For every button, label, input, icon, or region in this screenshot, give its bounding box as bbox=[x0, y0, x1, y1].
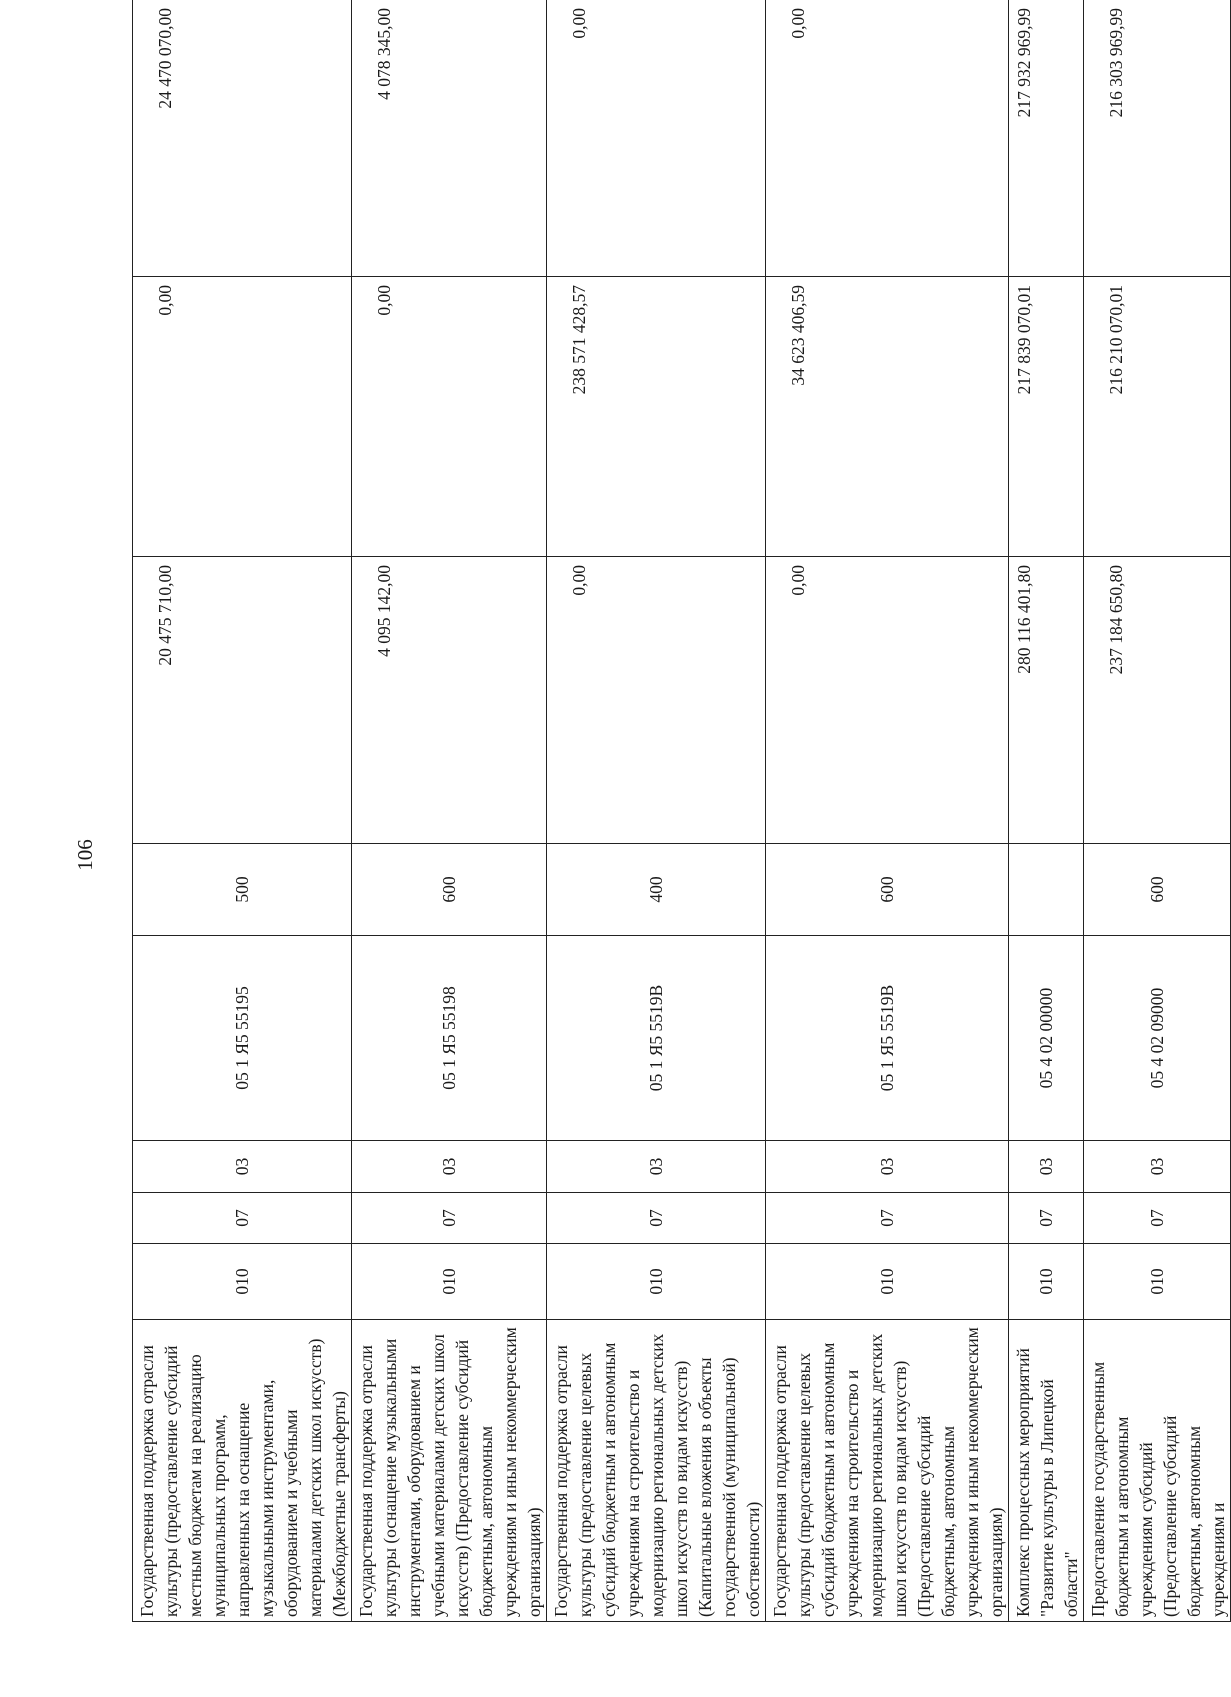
row-name: Государственная поддержка отрасли культуры (предоставление субсидий местным бюджетам на реализацию муниципальных программ, направленных на оснащение музыкальными инструментами, оборудованием и учебными материалами детских школ искусств) (Межбюджетные трансферты) bbox=[133, 1320, 352, 1622]
row-name: Государственная поддержка отрасли культуры (оснащение музыкальными инструментами, оборудованием и учебными материалами детских школ искусств) (Предоставление субсидий бюджетным, автономным учреждениям и иным некоммерческим организациям) bbox=[352, 1320, 547, 1622]
sum-year-3: 0,00 bbox=[547, 0, 766, 277]
subsection-code: 03 bbox=[547, 1141, 766, 1193]
sum-year-1: 0,00 bbox=[547, 557, 766, 844]
expense-type: 600 bbox=[766, 844, 1009, 936]
table-row bbox=[352, 0, 547, 1622]
admin-code: 010 bbox=[352, 1244, 547, 1320]
sum-year-1: 0,00 bbox=[766, 557, 1009, 844]
expense-type: 400 bbox=[547, 844, 766, 936]
sum-year-1: 4 095 142,00 bbox=[352, 557, 547, 844]
admin-code: 010 bbox=[1084, 1244, 1231, 1320]
table-row bbox=[1009, 0, 1084, 1622]
sum-year-2: 34 623 406,59 bbox=[766, 277, 1009, 557]
subsection-code: 03 bbox=[1084, 1141, 1231, 1193]
sum-year-1: 20 475 710,00 bbox=[133, 557, 352, 844]
admin-code: 010 bbox=[1009, 1244, 1084, 1320]
section-code: 07 bbox=[547, 1193, 766, 1244]
sum-year-2: 216 210 070,01 bbox=[1084, 277, 1231, 557]
sum-year-3: 217 932 969,99 bbox=[1009, 0, 1084, 277]
subsection-code: 03 bbox=[766, 1141, 1009, 1193]
sum-year-3: 0,00 bbox=[766, 0, 1009, 277]
admin-code: 010 bbox=[133, 1244, 352, 1320]
row-name: Комплекс процессных мероприятий "Развитие культуры в Липецкой области" bbox=[1009, 1320, 1084, 1622]
table-row bbox=[766, 0, 1009, 1622]
sum-year-3: 216 303 969,99 bbox=[1084, 0, 1231, 277]
sum-year-2: 238 571 428,57 bbox=[547, 277, 766, 557]
page-number: 106 bbox=[73, 839, 97, 871]
sum-year-1: 280 116 401,80 bbox=[1009, 557, 1084, 844]
section-code: 07 bbox=[133, 1193, 352, 1244]
sum-year-3: 4 078 345,00 bbox=[352, 0, 547, 277]
target-article: 05 1 Я5 5519В bbox=[766, 936, 1009, 1141]
expense-type bbox=[1009, 844, 1084, 936]
subsection-code: 03 bbox=[352, 1141, 547, 1193]
table-row bbox=[133, 0, 352, 1622]
subsection-code: 03 bbox=[133, 1141, 352, 1193]
expense-type: 600 bbox=[1084, 844, 1231, 936]
admin-code: 010 bbox=[547, 1244, 766, 1320]
admin-code: 010 bbox=[766, 1244, 1009, 1320]
subsection-code: 03 bbox=[1009, 1141, 1084, 1193]
target-article: 05 1 Я5 55198 bbox=[352, 936, 547, 1141]
sum-year-2: 0,00 bbox=[133, 277, 352, 557]
target-article: 05 4 02 00000 bbox=[1009, 936, 1084, 1141]
sum-year-2: 217 839 070,01 bbox=[1009, 277, 1084, 557]
target-article: 05 1 Я5 55195 bbox=[133, 936, 352, 1141]
row-name: Предоставление государственным бюджетным и автономным учреждениям субсидий (Предоставление субсидий бюджетным, автономным учреждениям и bbox=[1084, 1320, 1231, 1622]
target-article: 05 1 Я5 5519В bbox=[547, 936, 766, 1141]
sum-year-3: 24 470 070,00 bbox=[133, 0, 352, 277]
row-name: Государственная поддержка отрасли культуры (предоставление целевых субсидий бюджетным и автономным учреждениям на строительство и модернизацию региональных детских школ искусств по видам искусств) (Капитальные вложения в объекты государственной (муниципальной) собственности) bbox=[547, 1320, 766, 1622]
section-code: 07 bbox=[352, 1193, 547, 1244]
expense-type: 600 bbox=[352, 844, 547, 936]
section-code: 07 bbox=[766, 1193, 1009, 1244]
sum-year-1: 237 184 650,80 bbox=[1084, 557, 1231, 844]
section-code: 07 bbox=[1084, 1193, 1231, 1244]
budget-table bbox=[132, 0, 1231, 1622]
expense-type: 500 bbox=[133, 844, 352, 936]
table-row bbox=[547, 0, 766, 1622]
section-code: 07 bbox=[1009, 1193, 1084, 1244]
target-article: 05 4 02 09000 bbox=[1084, 936, 1231, 1141]
sum-year-2: 0,00 bbox=[352, 277, 547, 557]
row-name: Государственная поддержка отрасли культуры (предоставление целевых субсидий бюджетным и автономным учреждениям на строительство и модернизацию региональных детских школ искусств по видам искусств) (Предоставление субсидий бюджетным, автономным учреждениям и иным некоммерческим организациям) bbox=[766, 1320, 1009, 1622]
table-row bbox=[1084, 0, 1231, 1622]
